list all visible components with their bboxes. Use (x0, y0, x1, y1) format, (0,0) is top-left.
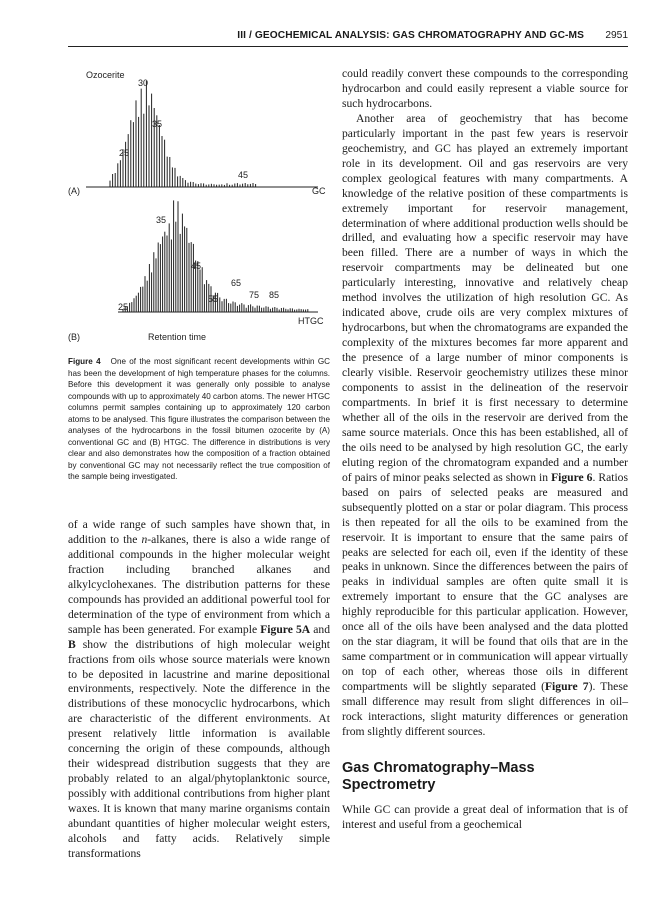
peak-label-a-45: 45 (238, 170, 249, 180)
text-run: and (310, 622, 330, 636)
text-run: . Ratios based on pairs of selected peaks are measured and subsequently plotted on a star or polar diagram. This process is then repeated for all the oils to be examined from the reservoir. It is important to ensure that the same pairs of peaks are selected for each oil, even if the identity of these peaks in unknown. Since the differences between the pairs of peaks in individual samples are often quite small it is extremely important to ensure that the GC analyses are highly reproducible for this particular application. However, once all of the oils have been analysed and the data plotted on the star diagram, it will be found that oils that are in the same compartment or in communication will appear virtually on top of each other, whereas those oils in different compartments will be slightly separated ( (342, 470, 628, 694)
caption-label: Figure 4 (68, 357, 101, 366)
panel-b-label: (B) (68, 332, 80, 342)
figure-6-ref[interactable]: Figure 6 (551, 470, 593, 484)
peak-label-b-55: 55 (208, 294, 219, 304)
running-header (68, 28, 628, 47)
right-paragraph-2 (342, 112, 628, 740)
left-paragraph (68, 518, 330, 862)
x-axis-label: Retention time (148, 332, 207, 342)
peak-label-a-35: 35 (152, 119, 163, 129)
peak-label-a-30: 30 (138, 78, 149, 88)
panel-a-trace (86, 81, 318, 187)
right-paragraph-1: could readily convert these compounds to the corresponding hydrocarbon and could easily represent a viable source for such hydrocarbons. (342, 67, 628, 110)
left-column (68, 518, 330, 862)
text-run: -alkanes, there is also a wide range of additional compounds in the higher molecular weight fraction including branched alkanes and alkylcyclohexanes. The distribution patterns for these compounds has provided an additional powerful tool for determination of the type of environment from which a sample has been generated. For example (68, 532, 331, 636)
sample-label: Ozocerite (86, 70, 125, 80)
figure-7-ref[interactable]: Figure 7 (544, 680, 589, 694)
peak-label-b-65: 65 (231, 278, 242, 288)
right-paragraph-3: While GC can provide a great deal of information that is of interest and useful from a geochemical (342, 802, 628, 831)
text-run: Another area of geochemistry that has become particularly important in the past few years is reservoir geochemistry, and GC has played an extremely important role in its development. Oil and gas reservoirs are very complex geological features with many compartments. A knowledge of the relative position of these compartments is extremely important for reservoir management, determination of where additional production wells should be drilled, and evaluating how a specific reservoir may have been filled. There are a number of ways in which the reservoir compartments may be delineated but one particularly interesting, innovative and relatively cheap method involves the utilization of high resolution GC. As indicated above, crude oils are very complex mixtures of hydrocarbons, but when the chromatograms are expanded the complexity of the mixtures becomes far more apparent and the presence of a large number of minor components is clearly visible. Reservoir geochemistry utilizes these minor components to assist in the delineation of the reservoir compartments. In brief it is first necessary to determine whether all of the oils in the reservoir are derived from the same source materials. Once this has been established, all of the oils need to be analysed by high resolution GC, the early eluting region of the chromatogram expanded and a number of pairs of minor peaks selected as shown in (342, 111, 628, 484)
chromatogram-figure (68, 60, 330, 350)
panel-a-method: GC (312, 186, 326, 196)
peak-label-b-25: 25 (118, 302, 129, 312)
panel-b-method: HTGC (298, 316, 324, 326)
figure-4-chromatograms (68, 60, 330, 350)
header-title: III / GEOCHEMICAL ANALYSIS: GAS CHROMATOGRAPHY AND GC-MS (237, 30, 584, 41)
peak-label-b-75: 75 (249, 290, 260, 300)
section-heading-gcms: Gas Chromatography–Mass Spectrometry (342, 759, 535, 793)
figure-5b-ref[interactable]: B (68, 637, 76, 651)
peak-label-b-85: 85 (269, 290, 280, 300)
figure-5a-ref[interactable]: Figure 5A (260, 622, 311, 636)
right-column (342, 67, 628, 833)
panel-a-label: (A) (68, 186, 80, 196)
text-run: ). These small difference may result from slight differences in oil–rock interactions, slight maturity differences or generation from slightly different sources. (342, 680, 628, 738)
caption-text: One of the most significant recent developments within GC has been the development of high temperature phases for the columns. Before this development it was generally only possible to analyse compounds with up to approximately 40 carbon atoms. The newer HTGC columns permit samples containing up to approximately 120 carbon atoms to be analysed. This figure illustrates the comparison between the analyses of the hydrocarbons in the fossil bitumen ozocerite by (A) conventional GC and (B) HTGC. The difference in distributions is very clear and also demonstrates how the composition of a fraction obtained by conventional GC may not necessarily reflect the true composition of the sample being investigated. (68, 357, 331, 482)
peak-label-b-45: 45 (191, 261, 202, 271)
page-number: 2951 (605, 30, 628, 41)
peak-label-b-35: 35 (156, 215, 167, 225)
text-run: show the distributions of high molecular weight fractions from oils whose source materials were known to be deposited in lacustrine and marine depositional environments, respectively. Note the difference in the distributions of these monocyclic hydrocarbons, which are characteristic of the different environments. At present relatively little information is available concerning the origin of these compounds, although their widespread distribution suggests that they are probably related to an algal/phytoplanktonic source, possibly with additional contributions from higher plant waxes. It is known that many marine organisms contain abundant quantities of higher molecular weight esters, alcohols and fatty acids. Relatively simple transformations (68, 637, 330, 860)
peak-label-a-25: 25 (119, 148, 130, 158)
text-run: of a wide range of such samples have shown that, in addition to the (68, 518, 330, 546)
italic-n: n (141, 532, 148, 546)
figure-caption (68, 356, 330, 483)
